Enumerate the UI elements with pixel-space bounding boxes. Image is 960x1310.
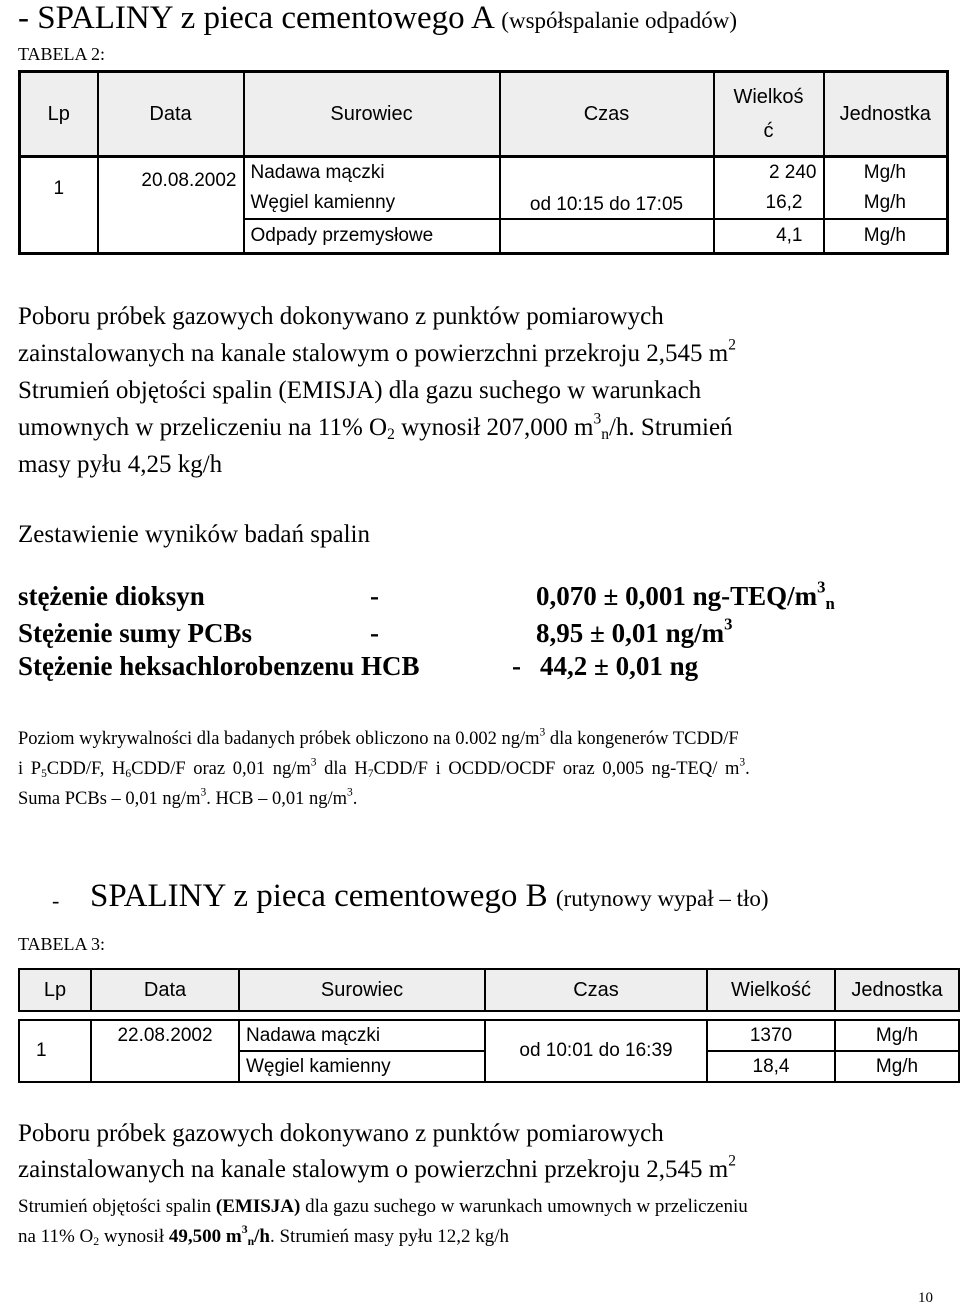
paragraph-line xyxy=(18,409,736,446)
table-3-time: od 10:01 do 16:39 xyxy=(485,1020,707,1082)
table-2-empty-cell xyxy=(20,219,98,254)
superscript: 3 xyxy=(347,786,353,799)
table-2-unit: Mg/h xyxy=(824,219,948,254)
table-3-spacer-cell xyxy=(19,1011,959,1020)
table-2-time: od 10:15 do 17:05 xyxy=(500,157,714,220)
table-2 xyxy=(18,70,949,255)
note-text: CDD/F, H xyxy=(46,759,126,779)
table-3-unit: Mg/h xyxy=(835,1020,959,1051)
subscript: 7 xyxy=(367,767,374,780)
result-label: Stężenie sumy PCBs xyxy=(18,618,252,648)
measurement-paragraph-a xyxy=(18,298,736,483)
table-3-value: 18,4 xyxy=(707,1051,835,1082)
table-2-header-wielkosc-part1: Wielkoś xyxy=(733,86,804,108)
paragraph-text: zainstalowanych na kanale stalowym o powierzchni przekroju 2,545 m xyxy=(18,340,729,367)
paragraph-text: dla gazu suchego w warunkach umownych w przeliczeniu xyxy=(300,1196,748,1217)
emission-value-text: 49,500 m xyxy=(168,1226,242,1247)
table-3-header-surowiec: Surowiec xyxy=(239,969,485,1011)
note-text: CDD/F i OCDD/OCDF oraz 0,005 ng-TEQ/ m xyxy=(373,759,740,779)
superscript: 3 xyxy=(593,410,602,428)
result-value-text: 8,95 ± 0,01 ng/m xyxy=(536,618,725,648)
table-2-empty-cell xyxy=(500,219,714,254)
table-2-header-surowiec: Surowiec xyxy=(244,72,500,157)
table-2-lp: 1 xyxy=(20,157,98,220)
superscript: 3 xyxy=(724,614,733,634)
subscript: n xyxy=(825,594,835,614)
table-3-material: Węgiel kamienny xyxy=(239,1051,485,1082)
paragraph-bold-text: (EMISJA) xyxy=(215,1196,301,1217)
table-3-unit: Mg/h xyxy=(835,1051,959,1082)
page-number: 10 xyxy=(918,1290,933,1306)
table-2-header-wielkosc-part2: ć xyxy=(763,120,774,142)
result-value: 44,2 ± 0,01 ng xyxy=(540,651,699,681)
paragraph-line xyxy=(18,1152,736,1188)
paragraph-text: wynosił xyxy=(99,1226,169,1247)
result-label: Stężenie heksachlorobenzenu HCB xyxy=(18,651,420,681)
result-dash: - xyxy=(370,581,379,611)
result-value xyxy=(536,577,835,614)
note-line xyxy=(18,784,940,814)
table-row xyxy=(20,157,948,189)
measurement-paragraph-b xyxy=(18,1116,736,1188)
superscript: 3 xyxy=(539,726,546,739)
paragraph-line: Strumień objętości spalin (EMISJA) dla gazu suchego w warunkach xyxy=(18,377,702,404)
paragraph-line: Poboru próbek gazowych dokonywano z punktów pomiarowych xyxy=(18,1120,664,1147)
table-3-header-lp: Lp xyxy=(19,969,91,1011)
table-2-header-czas: Czas xyxy=(500,72,714,157)
table-2-material: Nadawa mączki xyxy=(244,157,500,189)
table-3-value: 1370 xyxy=(707,1020,835,1051)
section-b-heading xyxy=(90,878,769,915)
paragraph-line: Poboru próbek gazowych dokonywano z punktów pomiarowych xyxy=(18,303,664,330)
result-label: stężenie dioksyn xyxy=(18,581,205,611)
paragraph-line xyxy=(18,335,736,372)
paragraph-line xyxy=(18,1222,748,1252)
table-row xyxy=(20,219,948,254)
emission-value-unit: /h xyxy=(254,1226,270,1247)
detection-limits-note xyxy=(18,724,940,814)
paragraph-text: /h. Strumień xyxy=(608,414,733,441)
table-3-date: 22.08.2002 xyxy=(91,1020,239,1051)
table-2-empty-cell xyxy=(98,219,244,254)
table-2-unit: Mg/h xyxy=(863,162,906,183)
superscript: 2 xyxy=(728,336,736,354)
paragraph-line xyxy=(18,1192,748,1222)
result-dash: - xyxy=(370,618,379,648)
result-dash: - xyxy=(512,651,521,681)
note-text: dla kongenerów TCDD/F xyxy=(545,729,739,749)
summary-heading: Zestawienie wyników badań spalin xyxy=(18,521,370,548)
section-a-subtitle: (współspalanie odpadów) xyxy=(501,8,737,33)
paragraph-text: na 11% O xyxy=(18,1226,94,1247)
table-3-header-data: Data xyxy=(91,969,239,1011)
superscript: 2 xyxy=(728,1152,736,1170)
paragraph-text: wynosił 207,000 m xyxy=(394,414,594,441)
subscript: 2 xyxy=(387,425,395,443)
table-2-header-data: Data xyxy=(98,72,244,157)
superscript: 3 xyxy=(817,577,826,597)
table-3-material: Nadawa mączki xyxy=(239,1020,485,1051)
table-2-material: Węgiel kamienny xyxy=(244,188,500,219)
section-b-title: SPALINY z pieca cementowego B xyxy=(90,878,548,914)
paragraph-text: umownych w przeliczeniu na 11% O xyxy=(18,414,388,441)
note-text: . HCB – 0,01 ng/m xyxy=(206,789,348,809)
table-2-value: 16,2 xyxy=(714,188,824,219)
section-a-heading xyxy=(18,0,737,37)
superscript: 3 xyxy=(739,756,746,769)
note-text: Suma PCBs – 0,01 ng/m xyxy=(18,789,201,809)
subscript: 5 xyxy=(41,767,47,780)
section-a-title: - SPALINY z pieca cementowego A xyxy=(18,0,494,36)
table-2-value: 4,1 xyxy=(714,219,824,254)
section-b-subtitle: (rutynowy wypał – tło) xyxy=(555,886,769,911)
table-2-header-wielkosc xyxy=(714,72,824,157)
note-text: i P xyxy=(18,759,42,779)
table-2-unit: Mg/h xyxy=(863,192,906,213)
subscript: 2 xyxy=(93,1234,100,1248)
paragraph-line: masy pyłu 4,25 kg/h xyxy=(18,451,223,478)
table-3 xyxy=(18,968,960,1083)
note-text: dla H xyxy=(316,759,368,779)
superscript: 3 xyxy=(241,1223,248,1237)
table-3-header-row xyxy=(19,969,959,1011)
table-2-label: TABELA 2: xyxy=(18,44,106,64)
table-2-value: 2 240 xyxy=(714,157,824,189)
note-text: . xyxy=(745,759,750,779)
table-2-header-lp: Lp xyxy=(20,72,98,157)
result-value xyxy=(536,614,733,649)
superscript: 3 xyxy=(310,756,317,769)
note-text: Poziom wykrywalności dla badanych próbek obliczono na 0.002 ng/m xyxy=(18,729,540,749)
note-line xyxy=(18,724,940,754)
emission-value xyxy=(168,1223,270,1248)
paragraph-text: . Strumień masy pyłu 12,2 kg/h xyxy=(269,1226,510,1247)
table-2-header-row xyxy=(20,72,948,157)
table-2-material: Odpady przemysłowe xyxy=(244,219,500,254)
table-3-label: TABELA 3: xyxy=(18,934,106,954)
table-3-lp: 1 xyxy=(19,1020,91,1082)
table-2-date: 20.08.2002 xyxy=(98,157,244,220)
paragraph-text: Strumień objętości spalin xyxy=(18,1196,216,1217)
subscript: n xyxy=(601,425,609,443)
table-row xyxy=(19,1020,959,1051)
subscript: 6 xyxy=(125,767,132,780)
note-text: CDD/F oraz 0,01 ng/m xyxy=(131,759,311,779)
note-text: . xyxy=(352,789,358,809)
table-3-header-jednostka: Jednostka xyxy=(835,969,959,1011)
section-b-dash: - xyxy=(52,888,60,913)
measurement-paragraph-b-detail xyxy=(18,1192,748,1252)
paragraph-text: zainstalowanych na kanale stalowym o powierzchni przekroju 2,545 m xyxy=(18,1156,729,1183)
table-3-empty-cell xyxy=(91,1051,239,1082)
table-3-header-czas: Czas xyxy=(485,969,707,1011)
table-3-header-wielkosc: Wielkość xyxy=(707,969,835,1011)
table-2-header-jednostka: Jednostka xyxy=(824,72,948,157)
note-line xyxy=(18,754,940,784)
table-3-spacer xyxy=(19,1011,959,1020)
result-value-text: 0,070 ± 0,001 ng-TEQ/m xyxy=(536,581,818,611)
subscript: n xyxy=(247,1234,255,1248)
superscript: 3 xyxy=(200,786,207,799)
